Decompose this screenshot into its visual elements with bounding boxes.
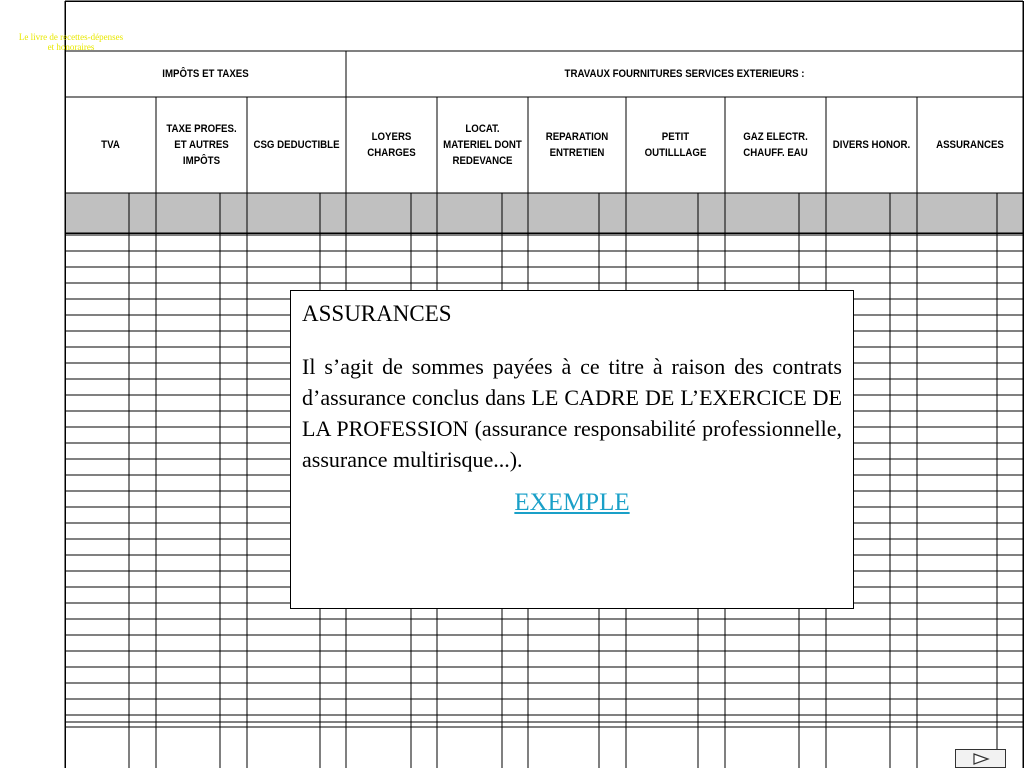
play-arrow-icon	[972, 753, 990, 765]
definition-popup	[290, 290, 854, 609]
column-header: REPARATION ENTRETIEN	[545, 131, 609, 159]
section-header-external-services: TRAVAUX FOURNITURES SERVICES EXTERIEURS :	[564, 68, 805, 80]
section-header-taxes: IMPÔTS ET TAXES	[162, 68, 249, 80]
column-header: LOCAT. MATERIEL DONT REDEVANCE	[443, 123, 522, 167]
watermark-title: Le livre de recettes-dépenses et honoraires	[18, 32, 124, 52]
popup-title: ASSURANCES	[302, 301, 452, 326]
popup-body: Il s’agit de sommes payées à ce titre à raison des contrats d’assurance conclus dans LE CADRE DE L’EXERCICE DE LA PROFESSION (assurance responsabilité professionnelle, assurance multirisque...).	[302, 354, 842, 472]
column-header: LOYERS CHARGES	[367, 131, 416, 159]
column-header: DIVERS HONOR.	[832, 139, 911, 151]
column-header: PETIT OUTILLLAGE	[644, 131, 707, 159]
column-header: GAZ ELECTR. CHAUFF. EAU	[743, 131, 808, 159]
column-header: TVA	[101, 139, 120, 151]
column-header: CSG DEDUCTIBLE	[253, 139, 340, 151]
next-slide-button[interactable]	[955, 749, 1006, 768]
column-header: TAXE PROFES. ET AUTRES IMPÔTS	[166, 123, 237, 167]
example-link[interactable]: EXEMPLE	[514, 489, 630, 516]
column-header: ASSURANCES	[936, 139, 1004, 151]
shaded-total-row	[65, 193, 1023, 233]
